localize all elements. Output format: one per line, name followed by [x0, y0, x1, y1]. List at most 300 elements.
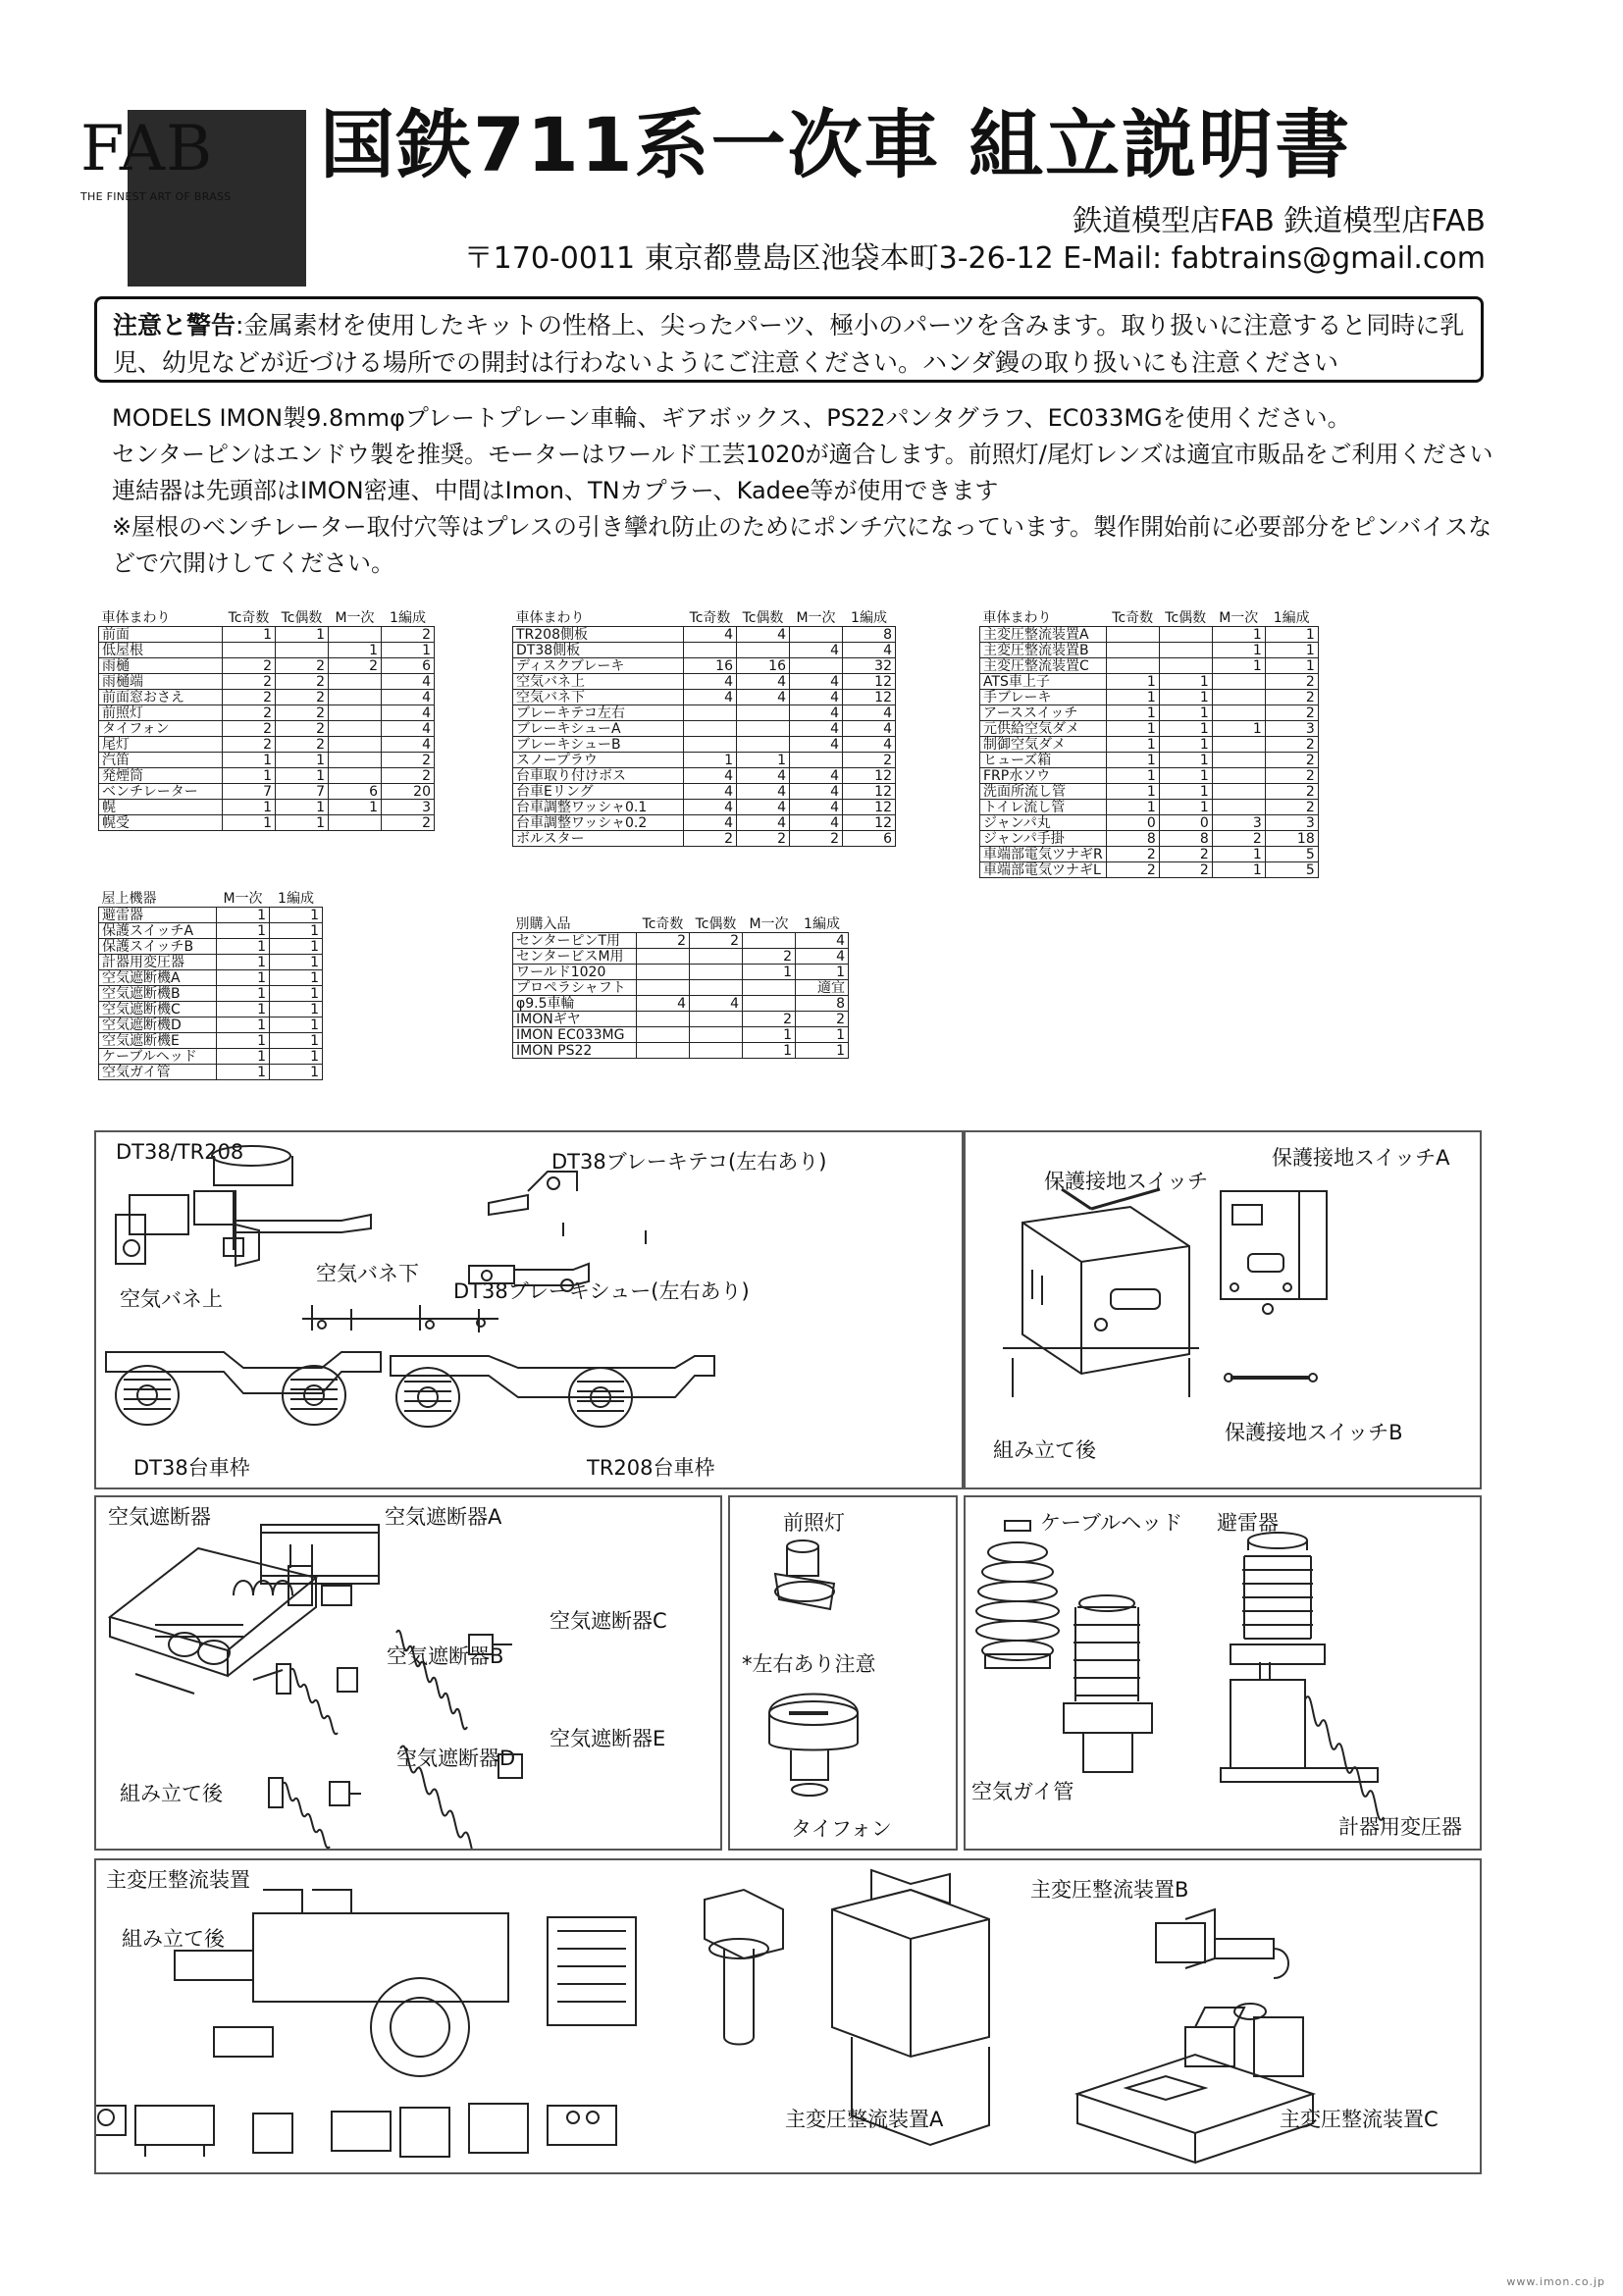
quantity-cell: 1 [1212, 862, 1265, 878]
quantity-cell: 2 [382, 815, 435, 831]
table-row [980, 643, 1319, 658]
part-name-cell: 主変圧整流装置C [980, 658, 1107, 674]
part-name-cell: 空気遮断機C [99, 1002, 217, 1018]
part-name-cell: 計器用変圧器 [99, 955, 217, 970]
column-header: 1編成 [390, 610, 426, 626]
label-brake-lever: DT38ブレーキテコ(左右あり) [551, 1150, 827, 1174]
quantity-cell: 20 [382, 784, 435, 800]
roof-item-drawings [966, 1497, 1480, 1849]
caution-text: :金属素材を使用したキットの性格上、尖ったパーツ、極小のパーツを含みます。取り扱いに注意すると同時に乳児、幼児などが近づける場所での開封は行わないようにご注意ください。ハンダ鏝の取り扱いにも注意ください [113, 311, 1465, 377]
part-name-cell: センターピンT用 [513, 933, 637, 949]
quantity-cell: 2 [1265, 737, 1318, 753]
parts-table-extra [512, 916, 849, 1059]
table-row [99, 690, 435, 705]
table-header-row [513, 916, 849, 933]
quantity-cell: 4 [843, 705, 896, 721]
quantity-cell [690, 965, 743, 980]
quantity-cell: 1 [223, 800, 276, 815]
brake-lever-icon [469, 1172, 646, 1291]
quantity-cell: 2 [790, 831, 843, 847]
quantity-cell [1106, 643, 1159, 658]
notes [112, 400, 1505, 582]
quantity-cell [743, 996, 796, 1012]
part-name-cell: 空気遮断機D [99, 1018, 217, 1033]
part-name-cell: ブレーキシューB [513, 737, 684, 753]
quantity-cell: 1 [1212, 627, 1265, 643]
label-arrester: 避雷器 [1217, 1511, 1279, 1535]
part-name-cell: 手ブレーキ [980, 690, 1107, 705]
quantity-cell: 2 [737, 831, 790, 847]
quantity-cell [690, 980, 743, 996]
part-name-cell: スノープラウ [513, 753, 684, 768]
quantity-cell: 1 [1106, 800, 1159, 815]
quantity-cell: 1 [270, 970, 323, 986]
quantity-cell: 1 [223, 627, 276, 643]
quantity-cell: 4 [684, 800, 737, 815]
ground-switch-b-icon [1225, 1374, 1317, 1382]
part-name-cell: 空気ガイ管 [99, 1065, 217, 1080]
column-header: Tc奇数 [689, 610, 731, 626]
quantity-cell: 4 [737, 690, 790, 705]
column-header: 1編成 [1273, 610, 1310, 626]
note-line: 連結器は先頭部はIMON密連、中間はImon、TNカプラー、Kadee等が使用できます [112, 477, 999, 504]
bogie-drawings [96, 1132, 964, 1487]
quantity-cell: 1 [329, 800, 382, 815]
rectifier-a-icon [705, 1870, 989, 2145]
quantity-cell [790, 753, 843, 768]
part-name-cell: 雨樋端 [99, 674, 223, 690]
quantity-cell: 2 [796, 1012, 849, 1027]
quantity-cell: 2 [1159, 862, 1212, 878]
column-header: M一次 [749, 916, 789, 932]
table-row [99, 955, 323, 970]
column-header: M一次 [796, 610, 836, 626]
quantity-cell: 4 [790, 737, 843, 753]
quantity-cell: 1 [1106, 737, 1159, 753]
table-header-row [99, 891, 323, 908]
table-row [513, 705, 896, 721]
part-name-cell: 尾灯 [99, 737, 223, 753]
quantity-cell: 1 [276, 753, 329, 768]
quantity-cell: 3 [1265, 721, 1318, 737]
part-name-cell: 前面窓おさえ [99, 690, 223, 705]
cable-head-icon [976, 1521, 1059, 1668]
part-name-cell: プロペラシャフト [513, 980, 637, 996]
quantity-cell: 1 [223, 753, 276, 768]
quantity-cell: 2 [223, 674, 276, 690]
table-row [513, 965, 849, 980]
column-header: 車体まわり [515, 610, 585, 626]
part-name-cell: ブレーキテコ左右 [513, 705, 684, 721]
column-header: 屋上機器 [101, 891, 157, 907]
label-typhon: タイフォン [791, 1817, 892, 1841]
quantity-cell [1212, 705, 1265, 721]
part-name-cell: FRP水ソウ [980, 768, 1107, 784]
quantity-cell: 1 [270, 1018, 323, 1033]
quantity-cell: 4 [684, 784, 737, 800]
quantity-cell: 2 [329, 658, 382, 674]
quantity-cell: 1 [217, 1049, 270, 1065]
label-cable-head: ケーブルヘッド [1040, 1511, 1183, 1535]
quantity-cell [329, 753, 382, 768]
quantity-cell: 1 [217, 1065, 270, 1080]
part-name-cell: 空気バネ下 [513, 690, 684, 705]
quantity-cell: 7 [223, 784, 276, 800]
part-name-cell: 主変圧整流装置A [980, 627, 1107, 643]
quantity-cell: 2 [1265, 674, 1318, 690]
quantity-cell: 4 [790, 721, 843, 737]
quantity-cell: 8 [843, 627, 896, 643]
part-name-cell: 台車Eリング [513, 784, 684, 800]
part-name-cell: 主変圧整流装置B [980, 643, 1107, 658]
quantity-cell [329, 721, 382, 737]
ground-switch-drawings [964, 1132, 1480, 1487]
quantity-cell: 7 [276, 784, 329, 800]
table-row [99, 627, 435, 643]
shop-address: 〒170-0011 東京都豊島区池袋本町3-26-12 E-Mail: fabtrains@gmail.com [463, 241, 1486, 276]
quantity-cell: 12 [843, 784, 896, 800]
breaker-d-icon [269, 1778, 361, 1848]
quantity-cell: 2 [637, 933, 690, 949]
quantity-cell [637, 980, 690, 996]
parts-table-body-1 [98, 610, 435, 831]
part-name-cell: ワールド1020 [513, 965, 637, 980]
table-row [980, 862, 1319, 878]
column-header: Tc奇数 [228, 610, 270, 626]
part-name-cell: φ9.5車輪 [513, 996, 637, 1012]
table-row [980, 815, 1319, 831]
part-name-cell: 発煙筒 [99, 768, 223, 784]
brake-shoe-icon [302, 1305, 498, 1332]
table-row [980, 847, 1319, 862]
table-row [980, 627, 1319, 643]
column-header: Tc奇数 [642, 916, 684, 932]
page-title: 国鉄711系一次車 組立説明書 [320, 101, 1352, 188]
quantity-cell: 4 [843, 721, 896, 737]
quantity-cell: 4 [382, 674, 435, 690]
quantity-cell [684, 705, 737, 721]
quantity-cell: 4 [637, 996, 690, 1012]
table-row [513, 1043, 849, 1059]
column-header: 車体まわり [982, 610, 1052, 626]
quantity-cell: 1 [737, 753, 790, 768]
quantity-cell [690, 1043, 743, 1059]
part-name-cell: ボルスター [513, 831, 684, 847]
quantity-cell: 4 [790, 690, 843, 705]
table-row [99, 923, 323, 939]
quantity-cell: 1 [382, 643, 435, 658]
quantity-cell: 1 [270, 908, 323, 923]
quantity-cell: 8 [796, 996, 849, 1012]
quantity-cell [737, 737, 790, 753]
quantity-cell: 6 [843, 831, 896, 847]
part-name-cell: 空気遮断機E [99, 1033, 217, 1049]
quantity-cell: 4 [843, 737, 896, 753]
quantity-cell: 3 [382, 800, 435, 815]
table-row [99, 970, 323, 986]
quantity-cell: 2 [1265, 753, 1318, 768]
quantity-cell: 2 [690, 933, 743, 949]
quantity-cell [1212, 690, 1265, 705]
table-row [980, 658, 1319, 674]
arrester-icon [1230, 1533, 1325, 1664]
quantity-cell: 1 [1106, 768, 1159, 784]
transformer-icon [1221, 1662, 1384, 1820]
quantity-cell: 2 [276, 721, 329, 737]
table-row [980, 674, 1319, 690]
quantity-cell: 8 [1106, 831, 1159, 847]
breaker-drawings [96, 1497, 720, 1849]
quantity-cell [276, 643, 329, 658]
quantity-cell: 4 [790, 800, 843, 815]
part-name-cell: ジャンパ丸 [980, 815, 1107, 831]
quantity-cell: 1 [270, 1065, 323, 1080]
table-row [513, 721, 896, 737]
part-name-cell: 台車取り付けボス [513, 768, 684, 784]
label-headlight-note: *左右あり注意 [742, 1652, 876, 1676]
table-header-row [513, 610, 896, 627]
quantity-cell: 1 [684, 753, 737, 768]
label-ground-switch-a: 保護接地スイッチA [1272, 1146, 1450, 1170]
tr208-frame-icon [391, 1356, 714, 1427]
part-name-cell: ブレーキシューA [513, 721, 684, 737]
part-name-cell: 保護スイッチA [99, 923, 217, 939]
quantity-cell: 4 [737, 815, 790, 831]
label-breaker-b: 空気遮断器B [387, 1644, 504, 1668]
quantity-cell: 1 [217, 1002, 270, 1018]
quantity-cell: 4 [796, 933, 849, 949]
quantity-cell [329, 627, 382, 643]
column-header: Tc奇数 [1112, 610, 1154, 626]
part-name-cell: 低屋根 [99, 643, 223, 658]
part-name-cell: 車端部電気ツナギL [980, 862, 1107, 878]
quantity-cell: 2 [1265, 800, 1318, 815]
part-name-cell: 前照灯 [99, 705, 223, 721]
quantity-cell: 1 [743, 1043, 796, 1059]
caution-label: 注意と警告 [113, 311, 236, 339]
part-name-cell: タイフォン [99, 721, 223, 737]
quantity-cell: 1 [217, 970, 270, 986]
quantity-cell: 1 [796, 965, 849, 980]
column-header: M一次 [223, 891, 263, 907]
part-name-cell: IMON PS22 [513, 1043, 637, 1059]
label-breaker-a: 空気遮断器A [385, 1505, 502, 1529]
quantity-cell: 1 [270, 1033, 323, 1049]
quantity-cell [1212, 768, 1265, 784]
quantity-cell: 2 [1265, 705, 1318, 721]
quantity-cell: 1 [329, 643, 382, 658]
quantity-cell [790, 658, 843, 674]
label-breaker: 空気遮断器 [108, 1505, 211, 1529]
quantity-cell: 4 [790, 705, 843, 721]
quantity-cell: 4 [382, 705, 435, 721]
table-header-row [980, 610, 1319, 627]
quantity-cell: 2 [743, 949, 796, 965]
quantity-cell: 4 [690, 996, 743, 1012]
quantity-cell: 1 [1265, 643, 1318, 658]
quantity-cell: 1 [1159, 768, 1212, 784]
quantity-cell: 4 [382, 737, 435, 753]
quantity-cell: 4 [737, 768, 790, 784]
part-name-cell: センタービスM用 [513, 949, 637, 965]
part-name-cell: 洗面所流し管 [980, 784, 1107, 800]
quantity-cell: 2 [223, 705, 276, 721]
quantity-cell: 1 [1159, 800, 1212, 815]
quantity-cell [1212, 674, 1265, 690]
quantity-cell: 2 [223, 721, 276, 737]
part-name-cell: IMONギヤ [513, 1012, 637, 1027]
table-row [513, 933, 849, 949]
table-row [513, 1027, 849, 1043]
table-row [99, 939, 323, 955]
quantity-cell: 1 [1106, 674, 1159, 690]
quantity-cell: 4 [796, 949, 849, 965]
typhon-icon [769, 1695, 858, 1797]
label-air-spring-upper: 空気バネ上 [120, 1287, 223, 1311]
quantity-cell: 1 [276, 627, 329, 643]
logo [80, 113, 214, 185]
quantity-cell: 1 [270, 986, 323, 1002]
quantity-cell: 1 [1159, 705, 1212, 721]
quantity-cell [329, 815, 382, 831]
quantity-cell: 1 [276, 800, 329, 815]
quantity-cell: 1 [223, 815, 276, 831]
quantity-cell: 4 [843, 643, 896, 658]
label-dt38-tr208: DT38/TR208 [116, 1140, 244, 1164]
quantity-cell [790, 627, 843, 643]
quantity-cell: 2 [382, 753, 435, 768]
part-name-cell: 幌受 [99, 815, 223, 831]
quantity-cell: 1 [1106, 705, 1159, 721]
table-row [513, 1012, 849, 1027]
quantity-cell: 1 [270, 1049, 323, 1065]
quantity-cell: 4 [382, 721, 435, 737]
quantity-cell: 1 [270, 955, 323, 970]
quantity-cell: 4 [737, 674, 790, 690]
quantity-cell: 12 [843, 674, 896, 690]
quantity-cell: 1 [1212, 658, 1265, 674]
quantity-cell: 1 [743, 965, 796, 980]
breaker-assembled-icon [110, 1548, 316, 1694]
column-header: M一次 [1219, 610, 1259, 626]
table-row [980, 800, 1319, 815]
quantity-cell: 1 [217, 986, 270, 1002]
quantity-cell: 4 [684, 627, 737, 643]
table-row [513, 784, 896, 800]
label-brake-shoe: DT38ブレーキシュー(左右あり) [453, 1279, 750, 1303]
quantity-cell [737, 705, 790, 721]
quantity-cell: 1 [1106, 721, 1159, 737]
quantity-cell: 1 [276, 815, 329, 831]
table-row [513, 815, 896, 831]
ground-switch-a-icon [1221, 1191, 1327, 1314]
quantity-cell: 1 [217, 908, 270, 923]
label-headlight: 前照灯 [783, 1511, 845, 1535]
note-line: MODELS IMON製9.8mmφプレートプレーン車輪、ギアボックス、PS22パンタグラフ、EC033MGを使用ください。 [112, 404, 1351, 432]
quantity-cell: 2 [382, 768, 435, 784]
quantity-cell: 1 [1265, 627, 1318, 643]
headlight-icon [775, 1540, 834, 1609]
column-header: 1編成 [278, 891, 314, 907]
quantity-cell: 0 [1159, 815, 1212, 831]
part-name-cell: ATS車上子 [980, 674, 1107, 690]
table-row [99, 753, 435, 768]
quantity-cell: 6 [329, 784, 382, 800]
rectifier-parts-icon [96, 2104, 616, 2157]
quantity-cell: 2 [1106, 862, 1159, 878]
quantity-cell [637, 1027, 690, 1043]
table-row [99, 1065, 323, 1080]
table-row [513, 690, 896, 705]
part-name-cell: 汽笛 [99, 753, 223, 768]
column-header: M一次 [335, 610, 375, 626]
quantity-cell: 12 [843, 768, 896, 784]
quantity-cell: 2 [223, 737, 276, 753]
table-row [980, 831, 1319, 847]
quantity-cell: 12 [843, 800, 896, 815]
breaker-b-icon [277, 1664, 357, 1734]
rectifier-b-icon [1156, 1909, 1288, 2019]
quantity-cell: 1 [796, 1043, 849, 1059]
quantity-cell: 1 [1159, 784, 1212, 800]
table-row [513, 674, 896, 690]
column-header: Tc偶数 [742, 610, 784, 626]
quantity-cell: 1 [1212, 847, 1265, 862]
table-row [513, 737, 896, 753]
quantity-cell: 1 [1106, 753, 1159, 768]
quantity-cell: 1 [796, 1027, 849, 1043]
quantity-cell [690, 949, 743, 965]
quantity-cell: 3 [1212, 815, 1265, 831]
quantity-cell: 1 [270, 923, 323, 939]
part-name-cell: 台車調整ワッシャ0.1 [513, 800, 684, 815]
table-row [99, 784, 435, 800]
part-name-cell: 雨樋 [99, 658, 223, 674]
label-breaker-d: 空気遮断器D [396, 1747, 516, 1770]
part-name-cell: トイレ流し管 [980, 800, 1107, 815]
air-spring-upper-icon [116, 1191, 259, 1266]
quantity-cell: 1 [1212, 721, 1265, 737]
part-name-cell: 前面 [99, 627, 223, 643]
parts-table-body-3 [979, 610, 1319, 878]
parts-table-body-2 [512, 610, 896, 847]
quantity-cell: 2 [223, 690, 276, 705]
parts-table-roof [98, 891, 323, 1080]
part-name-cell: 台車調整ワッシャ0.2 [513, 815, 684, 831]
table-row [513, 658, 896, 674]
table-row [99, 908, 323, 923]
part-name-cell: 空気遮断機B [99, 986, 217, 1002]
column-header: 別購入品 [515, 916, 571, 932]
table-row [980, 737, 1319, 753]
quantity-cell: 2 [276, 674, 329, 690]
label-guy-pipe: 空気ガイ管 [971, 1780, 1074, 1803]
part-name-cell: 制御空気ダメ [980, 737, 1107, 753]
table-row [513, 643, 896, 658]
quantity-cell: 4 [737, 800, 790, 815]
quantity-cell: 1 [217, 1033, 270, 1049]
quantity-cell: 1 [1106, 784, 1159, 800]
quantity-cell [1106, 658, 1159, 674]
table-row [99, 705, 435, 721]
quantity-cell: 1 [217, 923, 270, 939]
part-name-cell: アーススイッチ [980, 705, 1107, 721]
label-rectifier: 主変圧整流装置 [106, 1868, 250, 1892]
quantity-cell [329, 674, 382, 690]
quantity-cell: 5 [1265, 862, 1318, 878]
quantity-cell: 3 [1265, 815, 1318, 831]
quantity-cell: 1 [217, 1018, 270, 1033]
